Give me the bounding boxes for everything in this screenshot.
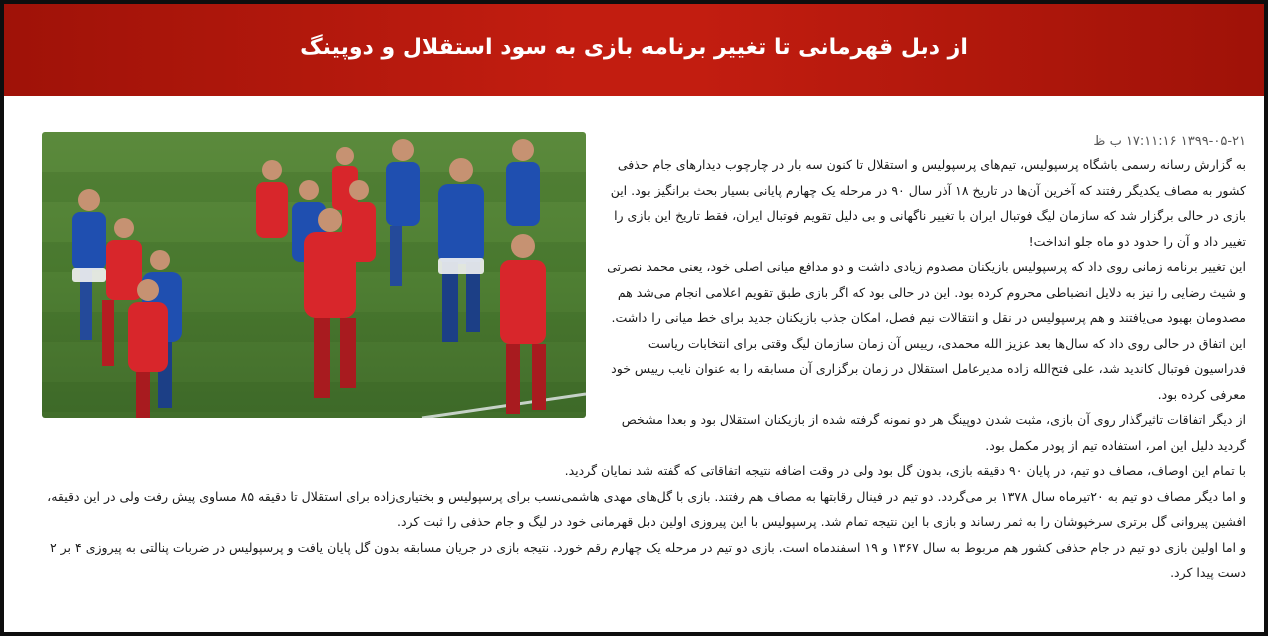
- article-paragraph: با تمام این اوصاف، مصاف دو تیم، در پایان ۹۰ دقیقه بازی، بدون گل بود ولی در وقت اضافه نتیجه اتفاقاتی که گفته شد نمایان گردید.: [564, 463, 1246, 478]
- page-title: از دبل قهرمانی تا تغییر برنامه بازی به سود استقلال و دوپینگ: [300, 34, 968, 60]
- article-paragraph: این تغییر برنامه زمانی روی داد که پرسپولیس بازیکنان مصدوم زیادی داشت و دو مدافع میانی اصلی خود، یعنی محمد نصرتی و شیث رضایی را نیز به دلایل انضباطی محروم کرده بود. این در حالی بود که اگر بازی طبق تقویم اعلامی انجام می‌شد هم مصدومان بهبود می‌یافتند و هم پرسپولیس در نقل و انتقالات نیم فصل، امکان جذب بازیکنان جدید برای خط میانی را داشت.: [607, 259, 1246, 325]
- article-photo: [42, 132, 586, 418]
- article-header: [4, 4, 1264, 96]
- article-body: [4, 96, 1264, 586]
- article-paragraph: این اتفاق در حالی روی داد که سال‌ها بعد عزیز الله محمدی، رییس آن زمان سازمان لیگ وقتی برای انتخابات ریاست فدراسیون فوتبال کاندید شد، علی فتح‌الله زاده مدیرعامل استقلال در زمان برگزاری آن مسابقه را به عنوان نایب رییس خود معرفی کرده بود.: [611, 335, 1246, 402]
- article-paragraph: و اما دیگر مصاف دو تیم به ۲۰تیرماه سال ۱۳۷۸ بر می‌گردد. دو تیم در فینال رقابتها به مصاف هم رفتند. بازی با گل‌های مهدی هاشمی‌نسب برای پرسپولیس و بختیاری‌زاده برای استقلال تا دقیقه ۸۵ مساوی پیش رفت ولی در این دقیقه، افشین پیروانی گل برتری سرخپوشان را به ثمر رساند و بازی با این نتیجه تمام شد. پرسپولیس با این پیروزی اولین دبل قهرمانی خود در لیگ و جام حذفی را ثبت کرد.: [47, 488, 1246, 529]
- article-paragraph: به گزارش رسانه رسمی باشگاه پرسپولیس، تیم‌های پرسپولیس و استقلال تا کنون سه بار در چارچوب دیدارهای جام حذفی کشور به مصاف یکدیگر رفتند که آخرین آن‌ها در تاریخ ۱۸ آذر سال ۹۰ در مرحله یک چهارم پایانی بسیار بحث برانگیز بود. این بازی در حالی برگزار شد که سازمان لیگ فوتبال ایران با تغییر ناگهانی و بی دلیل تقویم فوتبال ایران، فقط تاریخ این بازی را تغییر داد و آن را حدود دو ماه جلو انداخت!: [610, 157, 1246, 249]
- article-paragraph: و اما اولین بازی دو تیم در جام حذفی کشور هم مربوط به سال ۱۳۶۷ و ۱۹ اسفندماه است. بازی دو تیم در مرحله یک چهارم رقم خورد. نتیجه بازی در جریان مسابقه بدون گل پایان یافت و پرسپولیس در ضربات پنالتی به پیروزی ۴ بر ۲ دست پیدا کرد.: [49, 539, 1246, 580]
- publish-date: ۱۳۹۹-۰۵-۲۱ ۱۷:۱۱:۱۶ ب ظ: [1093, 134, 1246, 149]
- article-paragraph: از دیگر اتفاقات تاثیرگذار روی آن بازی، مثبت شدن دوپینگ هر دو نمونه گرفته شده از بازیکنان استقلال بود و بعدا مشخص گردید دلیل این امر، استفاده تیم از پودر مکمل بود.: [621, 412, 1246, 453]
